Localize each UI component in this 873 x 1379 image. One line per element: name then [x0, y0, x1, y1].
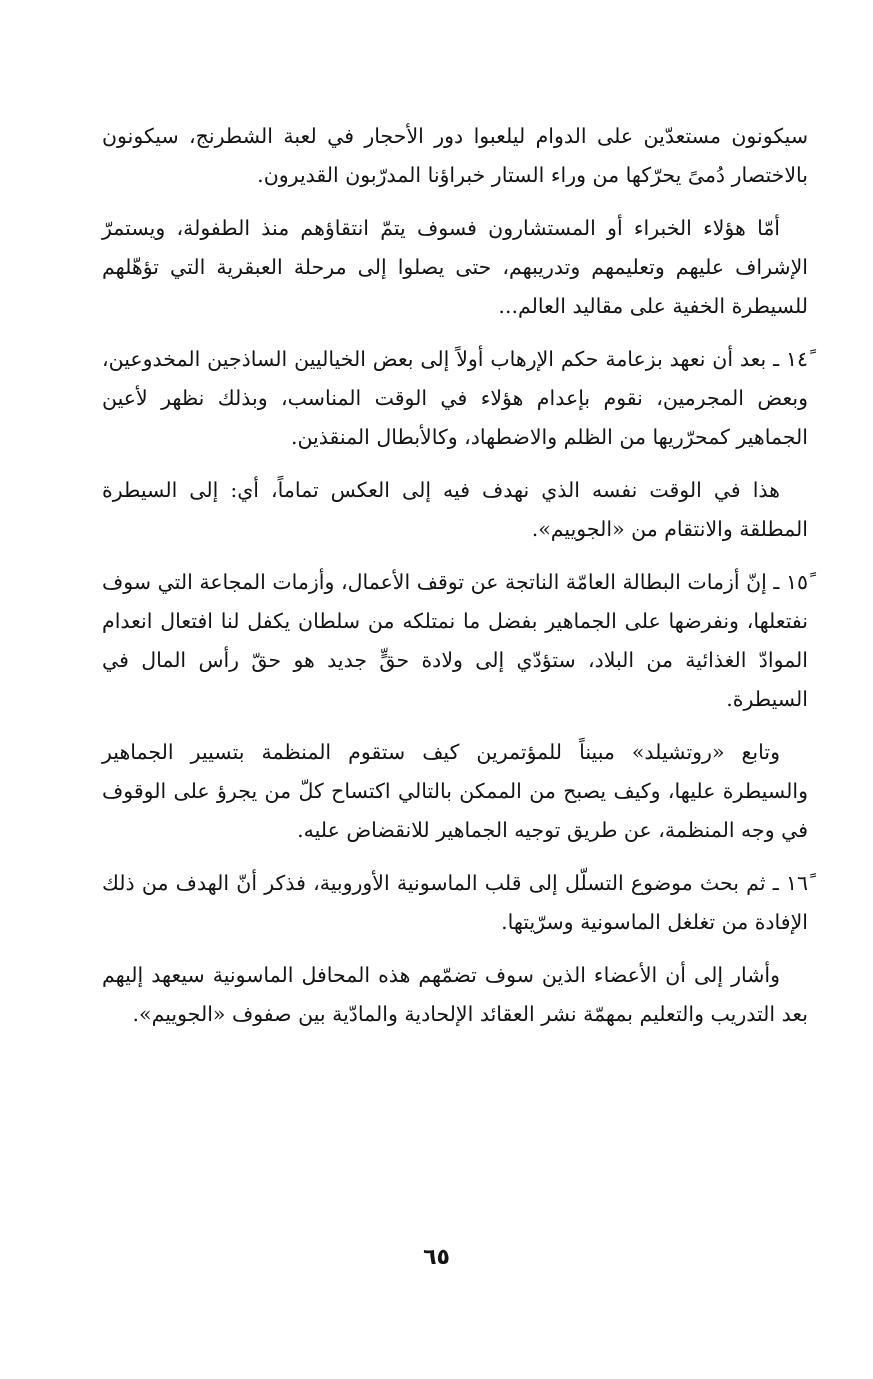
- paragraph-6: وتابع «روتشيلد» مبيناً للمؤتمرين كيف ستقوم المنظمة بتسيير الجماهير والسيطرة عليها، وكيف يصبح من الممكن بالتالي اكتساح كلّ من يجرؤ على الوقوف في وجه المنظمة، عن طريق توجيه الجماهير للانقضاض عليه.: [102, 740, 808, 842]
- body-text: [102, 117, 808, 1048]
- paragraph-4: هذا في الوقت نفسه الذي نهدف فيه إلى العكس تماماً، أي: إلى السيطرة المطلقة والانتقام من «الجوييم».: [102, 478, 808, 541]
- paragraph-8: وأشار إلى أن الأعضاء الذين سوف تضمّهم هذه المحافل الماسونية سيعهد إليهم بعد التدريب والتعليم بمهمّة نشر العقائد الإلحادية والمادّية بين صفوف «الجوييم».: [102, 963, 808, 1026]
- paragraph-2: أمّا هؤلاء الخبراء أو المستشارون فسوف يتمّ انتقاؤهم منذ الطفولة، ويستمرّ الإشراف عليهم وتعليمهم وتدريبهم، حتى يصلوا إلى مرحلة العبقرية التي تؤهّلهم للسيطرة الخفية على مقاليد العالم...: [102, 216, 808, 318]
- paragraph-7: ١٦ً ـ ثم بحث موضوع التسلّل إلى قلب الماسونية الأوروبية، فذكر أنّ الهدف من ذلك الإفادة من تغلغل الماسونية وسرّيتها.: [102, 871, 808, 934]
- paragraph-1: سيكونون مستعدّين على الدوام ليلعبوا دور الأحجار في لعبة الشطرنج، سيكونون بالاختصار دُمىً يحرّكها من وراء الستار خبراؤنا المدرّبون القديرون.: [102, 124, 808, 187]
- page-number: ٦٥: [423, 1245, 450, 1270]
- paragraph-3: ١٤ً ـ بعد أن نعهد بزعامة حكم الإرهاب أولاً إلى بعض الخياليين الساذجين المخدوعين، وبعض المجرمين، نقوم بإعدام هؤلاء في الوقت المناسب، وبذلك نظهر لأعين الجماهير كمحرّريها من الظلم والاضطهاد، وكالأبطال المنقذين.: [102, 347, 808, 449]
- paragraph-5: ١٥ً ـ إنّ أزمات البطالة العامّة الناتجة عن توقف الأعمال، وأزمات المجاعة التي سوف نفتعلها، ونفرضها على الجماهير بفضل ما نمتلكه من سلطان يكفل لنا افتعال انعدام الموادّ الغذائية من البلاد، ستؤدّي إلى ولادة حقٍّ جديد هو حقّ رأس المال في السيطرة.: [102, 570, 808, 711]
